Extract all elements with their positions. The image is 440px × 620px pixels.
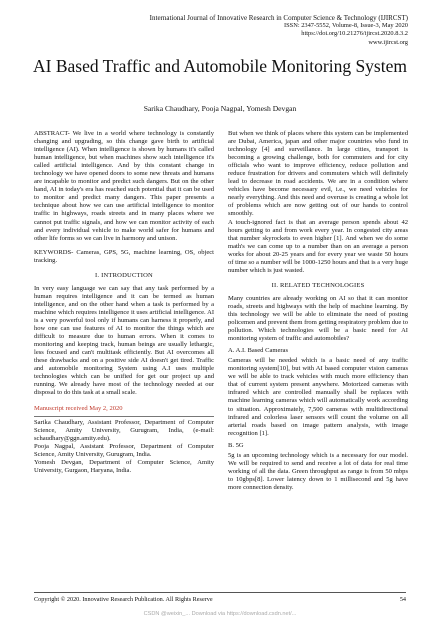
journal-header (150, 14, 408, 47)
manuscript-received: Manuscript received May 2, 2020 (34, 405, 123, 413)
journal-site[interactable]: www.ijircst.org (368, 38, 408, 46)
page-number: 54 (399, 596, 406, 603)
subsection-heading-cameras: A. A.I. Based Cameras (228, 347, 288, 355)
affiliation-1: Sarika Chaudhary, Assistant Professor, Department of Computer Science, Amity University, Gurugram, India, (e-mail: schaudhary@ggn.amity.edu). (34, 416, 214, 443)
cameras-paragraph: Cameras will be needed which is a basic need of any traffic monitoring system[10], but with AI based computer vision cameras we will be able to track vehicles with much more efficiency than that of current system present anywhere. Motorized cameras with infrared which are controlled manually shall be replaces with machine learning cameras which will automatically work according to situation. Approximately, 7,500 cameras with multidirectional infrared and colorless laser sensors will count the volume on all arterial roads based on image pattern analysis, with image recognition [1]. (228, 357, 408, 437)
section-heading-introduction: I. INTRODUCTION (95, 271, 153, 279)
affiliation-2: Pooja Nagpal, Assistant Professor, Department of Computer Science, Amity University, Gurugram, India. (34, 442, 214, 458)
left-column (34, 130, 214, 475)
paragraph-implementation: But when we think of places where this system can be implemented are Dubai, America, japan and other major countries who fund in technology [4] and surveillance. In large cities, transport is becoming a growing challenge, both for commuters and for city officials who want to improve efficiency, reduce pollution and reduce frustration for drivers and commuters which will definitely lead to decrease in road accidents. We are in a condition where vehicles have become necessary evil, i.e., we need vehicles for nearly everything. And this need and overuse is creating a whole lot of problems which are now getting out of our hands to control smoothly. (228, 130, 408, 218)
journal-issn: ISSN: 2347-5552, Volume-8, Issue-3, May 2020 (283, 22, 408, 30)
copyright-notice: Copyright © 2020. Innovative Research Publication. All Rights Reserve (34, 596, 213, 603)
journal-doi[interactable]: https://doi.org/10.21276/ijircst.2020.8.3.2 (301, 30, 408, 38)
affiliation-3: Yomesh Devgan, Department of Computer Science, Amity University, Gurgaon, Haryana, India. (34, 458, 214, 474)
fiveg-paragraph: 5g is an upcoming technology which is a necessary for our model. We will be required to send and receive a lot of data for real time working of all the data. Green throughput as range is from 50 mbps to 10gbps[8]. Lower latency down to 1 millisecond and 5g have more connection density. (228, 451, 408, 491)
introduction-paragraph: In very easy language we can say that any task performed by a human requires intelligence and it can be termed as human intelligence, and on the other hand when a task is performed by a machine which requires intelligence it uses artificial intelligence. AI is a very powerful tool only if humans can harness it properly, and how one can use features of AI to monitor the things which are difficult to measure due to human errors. When it comes to monitoring and keeping track, human beings are usually lethargic, less focused and can't multitask efficiently. But AI overcomes all these drawbacks and on a positive side AI doesn't get tired. Traffic and automobile monitoring System using A.I uses multiple technologies which can be unified for get our project up and running. We already have most of the technology needed at our disposal to do this task at a small scale. (34, 284, 214, 397)
related-paragraph: Many countries are already working on AI so that it can monitor roads, streets and highways with the help of machine learning. By this technology we will be able to eliminate the need of posting policemen and prevent them from getting respiratory problem due to pollution. Which technologies will be a basic need for AI monitoring system of traffic and automobiles? (228, 294, 408, 343)
page-footer (34, 592, 406, 603)
paragraph-commute: A touch-ignored fact is that an average person spends about 42 hours getting to and from work every year. In congested city areas that number skyrockets to even higher [1]. And when we do some math's we can come up to a number than on an average a person works for about 20-25 years and for every year we waste 50 hours of time so a number will be 1000-1250 hours and that is a very huge number which is just wasted. (228, 218, 408, 274)
journal-name: International Journal of Innovative Research in Computer Science & Technology (IJIRCST) (149, 14, 408, 22)
paper-title: AI Based Traffic and Automobile Monitoring System (33, 56, 407, 76)
abstract: ABSTRACT- We live in a world where technology is constantly changing and upgrading, so this change gave birth to artificial intelligence (AI). When intelligence is shown by humans it's called human intelligence, but when machines show such intelligence it's called artificial intelligence. And by this constant change in technology we have opened doors to some new threats and humans are incapable to monitor and predict such dangers. But on the other hand, AI in today's era has reached such potential that it can be used to monitor and predict many dangers. This paper presents a technique about how we can use artificial intelligence to monitor traffic in highways, roads streets and in many places where we cannot put traffic signals, and how we can monitor activity of each and every individual vehicle to make world safer for humans and other life forms so we can live in harmony and unison. (34, 130, 214, 242)
right-column (228, 130, 408, 492)
section-heading-related: II. RELATED TECHNOLOGIES (271, 281, 365, 289)
keywords: KEYWORDS- Cameras, GPS, 5G, machine learning, OS, object tracking. (34, 248, 214, 264)
subsection-heading-5g: B. 5G (228, 441, 244, 449)
paper-authors: Sarika Chaudhary, Pooja Nagpal, Yomesh Devgan (143, 104, 297, 113)
download-watermark: CSDN @weixin_... Download via https://download.csdn.net/... (143, 611, 297, 617)
